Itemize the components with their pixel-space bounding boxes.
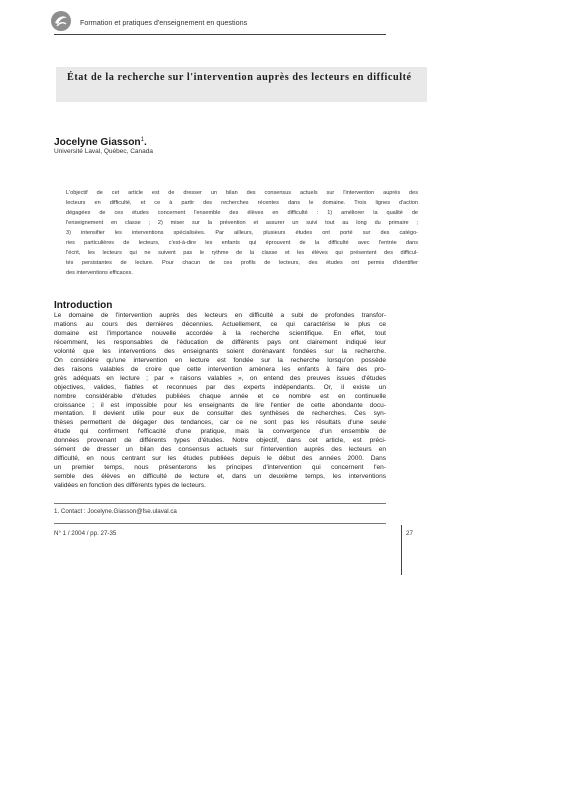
body-line: nombre considérable d'études publiées chaque année et ce nombre est en continuelle <box>54 392 386 400</box>
abstract-line: tés persistantes de lecture. Pour chacun de ces profils de lecteurs, des études ont permis d'identifier <box>66 260 418 267</box>
abstract-line: L'objectif de cet article est de dresser un bilan des consensus actuels sur l'intervention auprès des <box>66 190 418 196</box>
body-line: mentation. Il devient utile pour eux de consulter des synthèses de recherches. Ces syn- <box>54 410 386 418</box>
body-line: données provenant de différents types d'études. Notre objectif, dans cet article, est préci- <box>54 437 386 445</box>
abstract <box>66 188 418 278</box>
body-line: un premier temps, nous présenterons les principes d'intervention qui concernent l'en- <box>54 464 386 472</box>
author-name: Jocelyne Giasson <box>54 137 141 148</box>
body-line: On considère qu'une intervention en lecture est fondée sur la recherche lorsqu'on possède <box>54 356 386 364</box>
header-rule <box>54 34 386 35</box>
author-suffix: . <box>143 137 147 148</box>
body-line: semble des élèves en difficulté de lecture et, dans un deuxième temps, les interventions <box>54 473 386 481</box>
body-line: sément de dresser un bilan des consensus actuels sur l'intervention auprès des lecteurs en <box>54 446 386 454</box>
body-line: thèses permettent de dégager des tendances, car ce ne sont pas les résultats d'une seule <box>54 419 386 427</box>
abstract-line: des interventions efficaces. <box>66 270 133 277</box>
body-line: récemment, les responsables de l'éducation de différents pays ont clairement indiqué leur <box>54 338 386 346</box>
abstract-line: l'écrit, les lecteurs qui ne suivent pas le rythme de la classe et les élèves qui présentent des difficul- <box>66 250 418 257</box>
page-number: 27 <box>406 530 413 537</box>
footnote-rule <box>54 503 386 504</box>
body-line: mations au cours des dernières décennies. Actuellement, ce qui caractérise le plus ce <box>54 320 386 328</box>
body-line: validées en fonction des différents types de lecteurs. <box>54 482 207 490</box>
body-line: croissance ; il est impossible pour les enseignants de lire l'entier de cette abondante docu- <box>54 401 386 409</box>
abstract-line: lecteurs en difficulté, et ce à partir des recherches récentes dans le domaine. Trois lignes d'action <box>66 200 418 207</box>
body-line: volonté que les interventions des enseignants soient dorénavant fondées sur la recherche. <box>54 347 386 355</box>
body-line: des raisons valables de croire que cette intervention amènera les enfants à faire des pro- <box>54 365 386 373</box>
journal-title: Formation et pratiques d'enseignement en questions <box>80 18 248 27</box>
section-heading-introduction: Introduction <box>54 300 113 311</box>
page-side-rule <box>401 525 402 575</box>
journal-logo-icon <box>50 10 72 32</box>
author-affiliation: Université Laval, Québec, Canada <box>54 148 154 155</box>
abstract-line: l'enseignement en classe ; 2) miser sur la prévention et assurer un suivi tout au long du primaire ; <box>66 220 418 227</box>
body-line: étude qui confirment l'efficacité d'une pratique, mais la convergence d'un ensemble de <box>54 428 386 436</box>
body-line: Le domaine de l'intervention auprès des lecteurs en difficulté a subi de profondes transfor- <box>54 312 386 319</box>
abstract-line: ries particulières de lecteurs, c'est-à-dire les enfants qui éprouvent de la difficulté avec l'entrée dans <box>66 240 418 247</box>
abstract-line: dégagées de ces études concernent l'ensemble des élèves en difficulté : 1) améliorer la qualité de <box>66 210 418 217</box>
introduction-body <box>54 312 386 491</box>
body-line: difficulté, en nous centrant sur les études publiées depuis le début des années 2000. Dans <box>54 455 386 463</box>
author-line <box>54 137 147 148</box>
footer-rule <box>54 523 386 524</box>
body-line: objectives, valides, fiables et reconnues par des experts indépendants. Or, il existe un <box>54 383 386 391</box>
abstract-paragraph <box>66 188 418 278</box>
body-line: domaine est l'importance nouvelle accordée à la recherche scientifique. En effet, tout <box>54 329 386 337</box>
abstract-line: 3) intensifier les interventions spécialisées. Par ailleurs, plusieurs études ont porté sur des catégo- <box>66 230 418 237</box>
body-line: grès adéquats en lecture ; par « raisons valables », on entend des preuves issues d'études <box>54 374 386 382</box>
article-title: État de la recherche sur l'intervention auprès des lecteurs en difficulté <box>67 72 412 83</box>
author-note-marker: 1 <box>140 137 144 143</box>
footnote: 1. Contact : Jocelyne.Giasson@fse.ulaval.ca <box>54 508 177 515</box>
issue-info: N° 1 / 2004 / pp. 27-35 <box>54 530 117 537</box>
